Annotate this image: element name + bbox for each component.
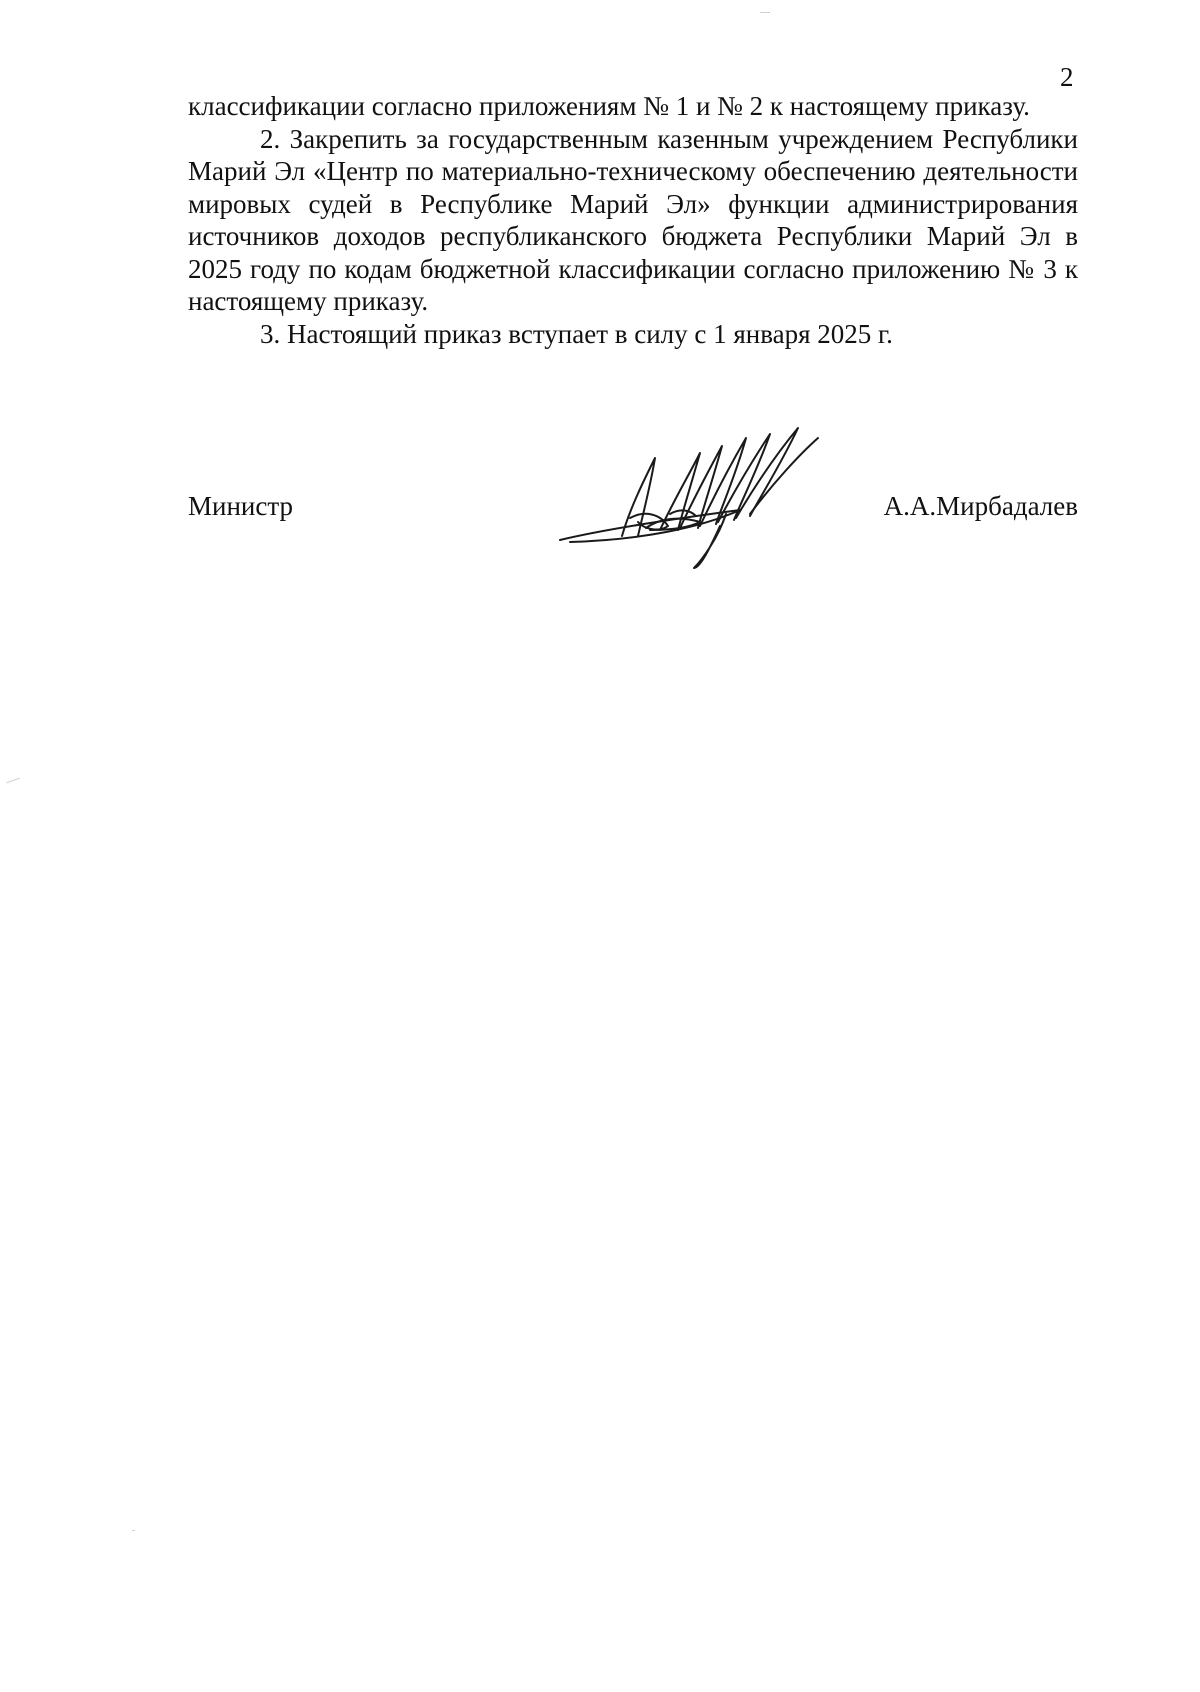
- page-number: 2: [1060, 62, 1074, 92]
- signatory-role: Министр: [188, 491, 293, 521]
- signatory-name: А.А.Мирбадалев: [883, 491, 1078, 521]
- handwritten-signature-icon: [550, 418, 850, 578]
- paragraph-item-2: 2. Закрепить за государственным казенным учреждением Республики Марий Эл «Центр по материально-техническому обеспечению деятельности мировых судей в Республике Марий Эл» функции администрирования источников доходов республиканского бюджета Республики Марий Эл в 2025 году по кодам бюджетной классификации согласно приложению № 3 к настоящему приказу.: [188, 123, 1078, 316]
- document-body: [188, 90, 1078, 350]
- scan-speck: [760, 12, 770, 13]
- paragraph-continuation: классификации согласно приложениям № 1 и № 2 к настоящему приказу.: [188, 91, 1030, 121]
- scan-speck: [6, 778, 19, 784]
- scan-speck: [132, 1530, 135, 1531]
- paragraph-item-3: 3. Настоящий приказ вступает в силу с 1 января 2025 г.: [260, 318, 893, 349]
